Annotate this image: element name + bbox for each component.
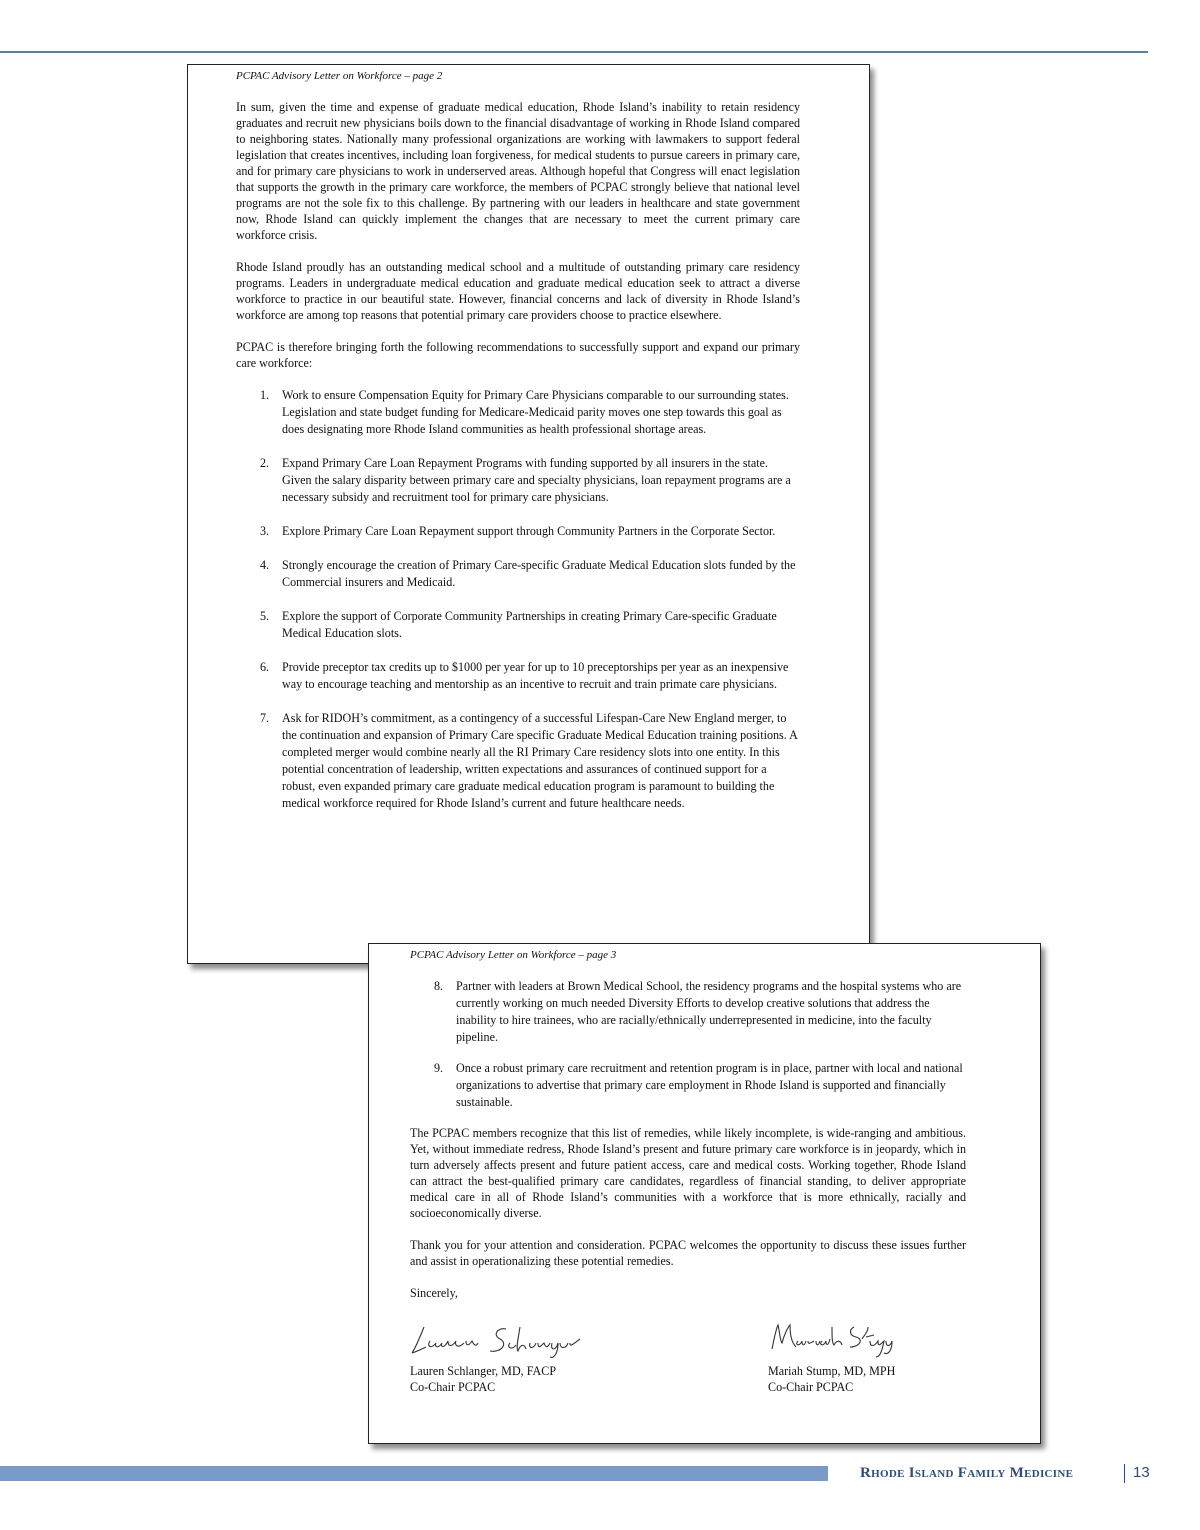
paragraph: Thank you for your attention and consideration. PCPAC welcomes the opportunity to discuss these issues further and assist in operationalizing these potential remedies. [410, 1238, 966, 1268]
list-item [410, 978, 966, 1046]
list-text: Partner with leaders at Brown Medical School, the residency programs and the hospital systems who are currently working on much needed Diversity Efforts to develop creative solutions that address the inability to hire trainees, who are racially/ethnically underrepresented in medicine, into the faculty pipeline. [456, 979, 962, 1044]
footer-divider [1124, 1464, 1125, 1483]
page-header: PCPAC Advisory Letter on Workforce – page 3 [410, 949, 617, 961]
list-number: 2. [260, 456, 270, 470]
signature-image [410, 1313, 590, 1359]
list-text: Explore Primary Care Loan Repayment support through Community Partners in the Corporate Sector. [282, 524, 776, 538]
list-item [236, 710, 800, 812]
signer-name: Lauren Schlanger, MD, FACP [410, 1364, 557, 1378]
letter-page-3 [368, 943, 1041, 1444]
list-number: 6. [260, 660, 270, 674]
signature-image [768, 1313, 898, 1359]
signer-right [768, 1313, 898, 1395]
letter-page-2 [187, 64, 870, 964]
paragraph: The PCPAC members recognize that this list of remedies, while likely incomplete, is wide-ranging and ambitious. Yet, without immediate redress, Rhode Island’s present and future primary care workforce is in jeopardy, which in turn adversely affects present and future patient access, care and medical costs. Working together, Rhode Island can attract the best-qualified primary care candidates, regardless of financial standing, to deliver appropriate medical care in all of Rhode Island’s communities with a workforce that is more ethnically, racially and socioeconomically diverse. [410, 1126, 966, 1220]
list-item [236, 659, 800, 693]
page-header: PCPAC Advisory Letter on Workforce – page 2 [236, 70, 443, 82]
list-text: Strongly encourage the creation of Primary Care-specific Graduate Medical Education slots funded by the Commercial insurers and Medicaid. [282, 558, 796, 589]
recommendations-list [236, 387, 800, 812]
closing: Sincerely, [410, 1286, 458, 1300]
list-number: 1. [260, 388, 270, 402]
list-number: 7. [260, 711, 270, 725]
list-text: Work to ensure Compensation Equity for Primary Care Physicians comparable to our surrounding states. Legislation and state budget funding for Medicare-Medicaid parity moves one step towards this goal as does designating more Rhode Island communities as health professional shortage areas. [282, 388, 789, 436]
paragraph: PCPAC is therefore bringing forth the following recommendations to successfully support and expand our primary care workforce: [236, 340, 800, 370]
list-item [236, 557, 800, 591]
signature-section [410, 1313, 966, 1413]
top-divider-rule [0, 51, 1148, 53]
footer-accent-bar [0, 1466, 828, 1481]
signer-title: Co-Chair PCPAC [768, 1380, 854, 1394]
list-item [236, 523, 800, 540]
recommendations-list [410, 978, 966, 1111]
list-text: Ask for RIDOH’s commitment, as a contingency of a successful Lifespan-Care New England merger, to the continuation and expansion of Primary Care specific Graduate Medical Education training positions. A completed merger would combine nearly all the RI Primary Care residency slots into one entity. In this potential concentration of leadership, written expectations and assurances of continued support for a robust, even expanded primary care graduate medical education program is paramount to building the medical workforce required for Rhode Island’s current and future healthcare needs. [282, 711, 798, 810]
list-text: Explore the support of Corporate Community Partnerships in creating Primary Care-specific Graduate Medical Education slots. [282, 609, 777, 640]
list-number: 8. [434, 979, 444, 993]
signer-name: Mariah Stump, MD, MPH [768, 1364, 896, 1378]
list-item [236, 455, 800, 506]
footer-title: Rhode Island Family Medicine [860, 1465, 1074, 1481]
list-number: 5. [260, 609, 270, 623]
list-number: 4. [260, 558, 270, 572]
list-text: Once a robust primary care recruitment and retention program is in place, partner with local and national organizations to advertise that primary care employment in Rhode Island is supported and financially sustainable. [456, 1061, 963, 1109]
page-number: 13 [1133, 1464, 1150, 1481]
list-text: Expand Primary Care Loan Repayment Programs with funding supported by all insurers in the state. Given the salary disparity between primary care and specialty physicians, loan repayment programs are a necessary subsidy and recruitment tool for primary care physicians. [282, 456, 791, 504]
list-number: 3. [260, 524, 270, 538]
signer-left [410, 1313, 590, 1395]
list-item [236, 608, 800, 642]
paragraph: Rhode Island proudly has an outstanding medical school and a multitude of outstanding primary care residency programs. Leaders in undergraduate medical education and graduate medical education seek to attract a diverse workforce to practice in our beautiful state. However, financial concerns and lack of diversity in Rhode Island’s workforce are among top reasons that potential primary care providers choose to practice elsewhere. [236, 260, 800, 322]
list-number: 9. [434, 1061, 444, 1075]
list-item [236, 387, 800, 438]
list-text: Provide preceptor tax credits up to $1000 per year for up to 10 preceptorships per year as an inexpensive way to encourage teaching and mentorship as an incentive to recruit and train primate care physicians. [282, 660, 789, 691]
list-item [410, 1060, 966, 1111]
signer-title: Co-Chair PCPAC [410, 1380, 496, 1394]
paragraph: In sum, given the time and expense of graduate medical education, Rhode Island’s inability to retain residency graduates and recruit new physicians boils down to the financial disadvantage of working in Rhode Island compared to neighboring states. Nationally many professional organizations are working with lawmakers to support federal legislation that creates incentives, including loan forgiveness, for medical students to pursue careers in primary care, and for primary care physicians to work in underserved areas. Although hopeful that Congress will enact legislation that supports the growth in the primary care workforce, the members of PCPAC strongly believe that national level programs are not the sole fix to this challenge. By partnering with our leaders in healthcare and state government now, Rhode Island can quickly implement the changes that are necessary to meet the current primary care workforce crisis. [236, 100, 800, 242]
